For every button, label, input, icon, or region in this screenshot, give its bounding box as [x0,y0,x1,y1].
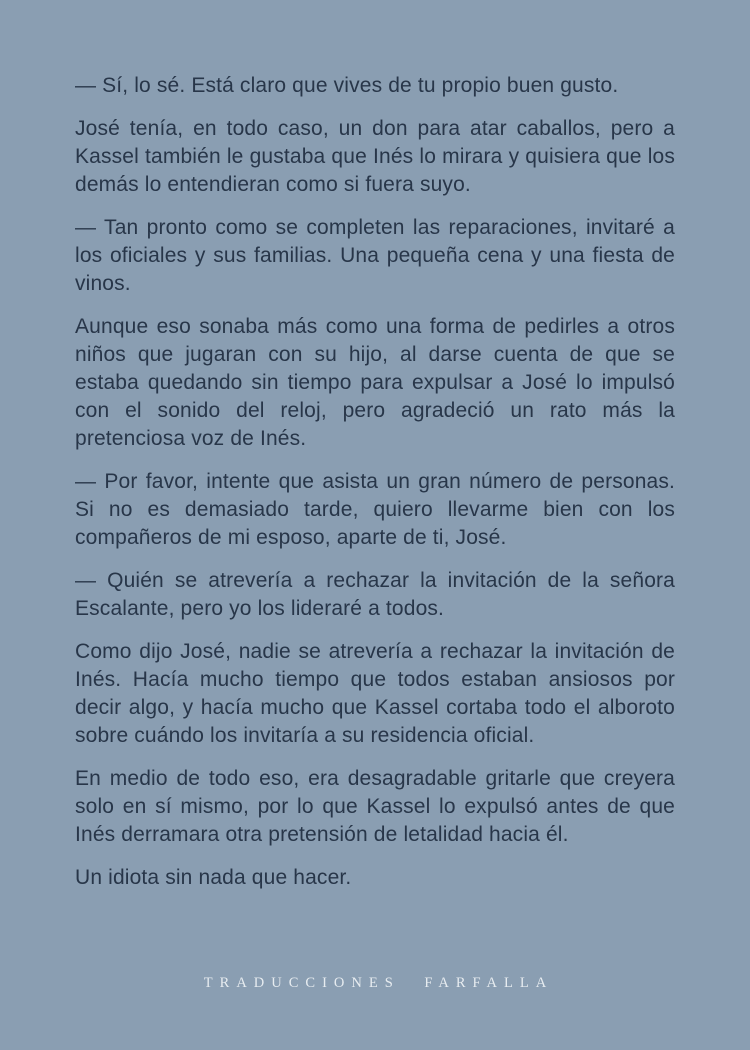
translator-credit: TRADUCCIONES FARFALLA [203,975,554,991]
paragraph-narration: En medio de todo eso, era desagradable gritarle que creyera solo en sí mismo, por lo que Kassel lo expulsó antes de que Inés derramara otra pretensión de letalidad hacia él. [75,767,675,846]
paragraph-dialogue: — Quién se atrevería a rechazar la invitación de la señora Escalante, pero yo los lideraré a todos. [75,569,675,620]
paragraph-narration: Aunque eso sonaba más como una forma de pedirles a otros niños que jugaran con su hijo, al darse cuenta de que se estaba quedando sin tiempo para expulsar a José lo impulsó con el sonido del reloj, pero agradeció un rato más la pretenciosa voz de Inés. [75,315,675,450]
paragraph-dialogue: — Tan pronto como se completen las reparaciones, invitaré a los oficiales y sus familias. Una pequeña cena y una fiesta de vinos. [75,216,675,295]
paragraph-narration: Como dijo José, nadie se atrevería a rechazar la invitación de Inés. Hacía mucho tiempo que todos estaban ansiosos por decir algo, y hacía mucho que Kassel cortaba todo el alboroto sobre cuándo los invitaría a su residencia oficial. [75,640,675,747]
paragraph-dialogue: — Sí, lo sé. Está claro que vives de tu propio buen gusto. [75,74,619,97]
paragraph-narration: Un idiota sin nada que hacer. [75,866,352,889]
paragraph-dialogue: — Por favor, intente que asista un gran número de personas. Si no es demasiado tarde, quiero llevarme bien con los compañeros de mi esposo, aparte de ti, José. [75,470,675,549]
paragraph-narration: José tenía, en todo caso, un don para atar caballos, pero a Kassel también le gustaba que Inés lo mirara y quisiera que los demás lo entendieran como si fuera suyo. [75,117,675,196]
